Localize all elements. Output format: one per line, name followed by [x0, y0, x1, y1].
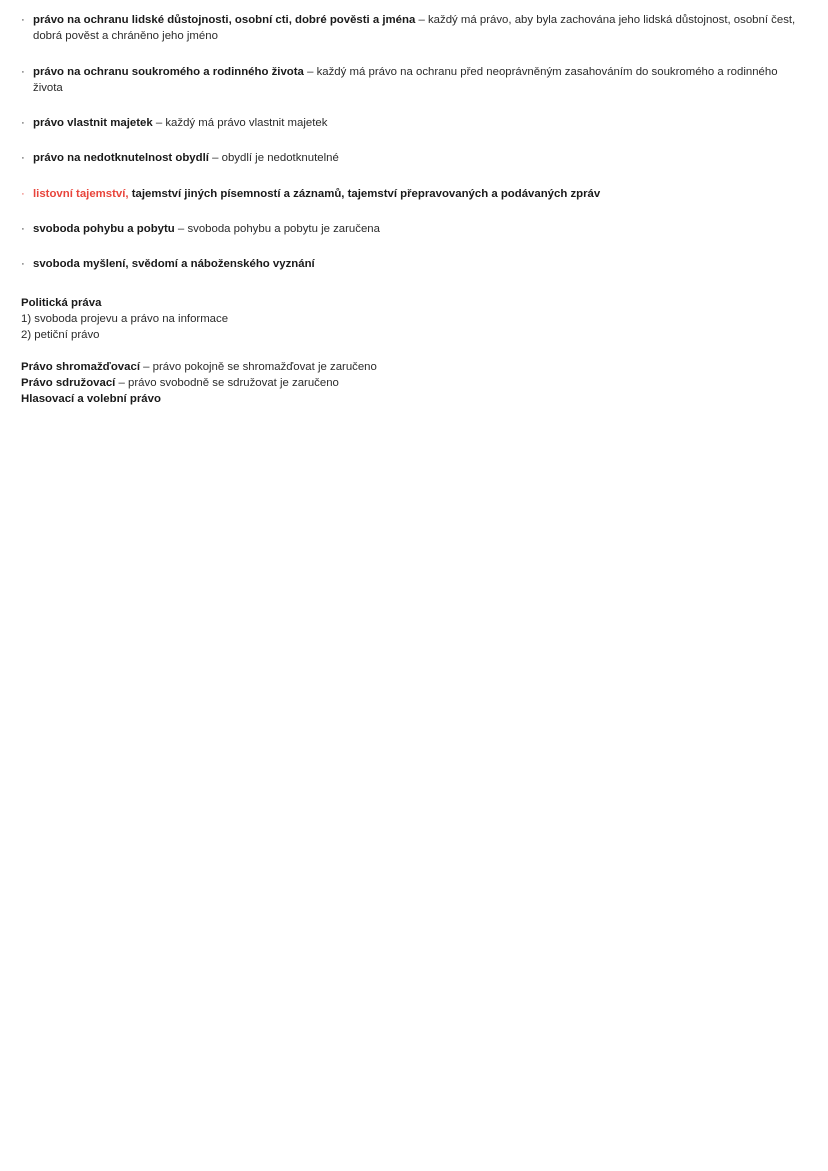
bullet-icon: ·	[21, 152, 25, 165]
right-term: svoboda pohybu a pobytu	[33, 223, 175, 236]
list-item	[21, 256, 806, 272]
right-description: svoboda pohybu a pobytu je zaručena	[187, 223, 380, 236]
list-item	[21, 64, 806, 97]
final-right-line	[21, 359, 806, 375]
right-description: každý má právo, aby byla zachována jeho lidská důstojnost, osobní čest, dobrá pověst a chráněno jeho jméno	[33, 14, 796, 43]
final-right-term: Hlasovací a volební právo	[21, 393, 161, 406]
final-right-dash: –	[143, 360, 150, 373]
right-dash: –	[307, 65, 314, 78]
section-spacer	[21, 344, 806, 359]
bullet-icon: ·	[21, 117, 25, 130]
right-dash: –	[212, 152, 219, 165]
final-right-line	[21, 391, 806, 407]
numbered-item: 2) petiční právo	[21, 329, 100, 342]
bullet-icon: ·	[21, 223, 25, 236]
final-rights-section	[21, 359, 806, 408]
bullet-icon: ·	[21, 187, 25, 200]
section-spacer	[21, 273, 806, 295]
final-right-line	[21, 375, 806, 391]
final-right-description: právo pokojně se shromažďovat je zaručeno	[152, 360, 377, 373]
list-item-highlighted	[21, 186, 806, 202]
right-term: právo na ochranu lidské důstojnosti, osobní cti, dobré pověsti a jména	[33, 14, 416, 26]
bullet-icon: ·	[21, 14, 25, 26]
right-description: obydlí je nedotknutelné	[221, 152, 339, 165]
list-item	[21, 150, 806, 166]
final-right-term: Právo shromažďovací	[21, 360, 140, 373]
right-description: každý má právo vlastnit majetek	[165, 117, 328, 130]
right-term-rest: tajemství jiných písemností a záznamů, tajemství přepravovaných a podávaných zpráv	[128, 187, 601, 200]
list-item	[21, 12, 806, 45]
final-right-term: Právo sdružovací	[21, 376, 116, 389]
right-dash: –	[155, 117, 163, 130]
section-heading: Politická práva	[21, 296, 102, 309]
final-right-description: právo svobodně se sdružovat je zaručeno	[128, 376, 339, 389]
political-rights-section	[21, 295, 806, 344]
right-description: každý má právo na ochranu před neoprávněným zasahováním do soukromého a rodinného života	[33, 65, 778, 94]
bullet-icon: ·	[21, 65, 25, 78]
right-term: svoboda myšlení, svědomí a náboženského vyznání	[33, 258, 315, 271]
right-dash: –	[177, 223, 185, 236]
right-term: právo vlastnit majetek	[33, 117, 153, 130]
right-term: právo na ochranu soukromého a rodinného života	[33, 65, 304, 78]
list-item	[21, 221, 806, 237]
accent-comma: ,	[125, 187, 129, 200]
numbered-item: 1) svoboda projevu a právo na informace	[21, 312, 229, 325]
right-term-accent: listovní tajemství	[33, 187, 126, 200]
final-right-dash: –	[118, 376, 125, 389]
bullet-icon: ·	[21, 258, 25, 271]
fundamental-rights-list	[21, 12, 806, 273]
list-item	[21, 115, 806, 131]
right-dash: –	[418, 14, 425, 26]
right-term: právo na nedotknutelnost obydlí	[33, 152, 209, 165]
